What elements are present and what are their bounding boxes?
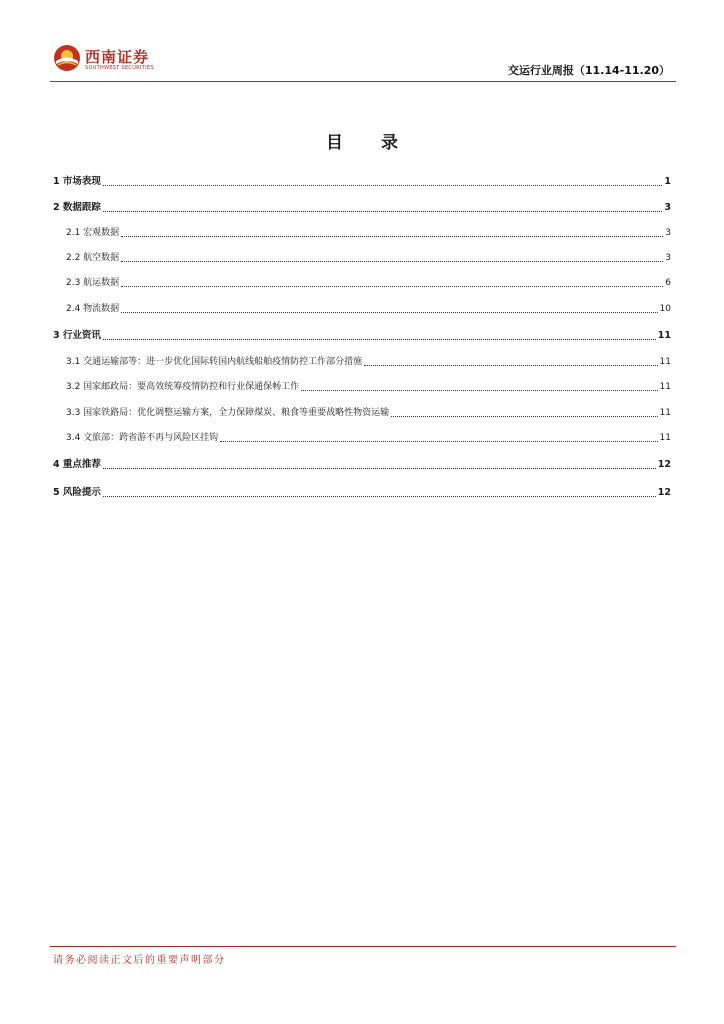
toc-entry-label: 3 行业资讯 — [53, 330, 101, 341]
toc-entry-label: 3.1 交通运输部等：进一步优化国际转国内航线船舶疫情防控工作部分措施 — [66, 357, 363, 367]
toc-entry-page: 11 — [659, 408, 671, 418]
toc-leader-dots — [103, 339, 656, 340]
toc-entry-label: 2.1 宏观数据 — [66, 228, 120, 238]
company-logo — [53, 44, 153, 76]
sun-logo-icon — [53, 44, 81, 72]
toc-entry[interactable] — [66, 273, 671, 289]
toc-entry[interactable] — [53, 326, 671, 342]
toc-leader-dots — [364, 365, 657, 366]
toc-leader-dots — [103, 468, 656, 469]
toc-entry-label: 1 市场表现 — [53, 176, 101, 187]
footer-disclaimer: 请务必阅读正文后的重要声明部分 — [53, 955, 226, 966]
toc-entry[interactable] — [66, 248, 671, 264]
toc-leader-dots — [121, 286, 663, 287]
toc-leader-dots — [220, 441, 657, 442]
toc-entry-page: 3 — [665, 253, 671, 263]
logo-chinese-name: 西南证券 — [85, 48, 150, 66]
toc-entry-page: 10 — [659, 304, 671, 314]
toc-entry-page: 12 — [657, 459, 671, 470]
footer-divider — [50, 946, 676, 947]
logo-english-name: SOUTHWEST SECURITIES — [85, 65, 154, 71]
toc-entry[interactable] — [53, 455, 671, 471]
toc-entry-page: 12 — [657, 487, 671, 498]
report-title: 交运行业周报（11.14-11.20） — [507, 64, 670, 77]
toc-entry-label: 2.3 航运数据 — [66, 278, 120, 288]
toc-entry-label: 5 风险提示 — [53, 487, 101, 498]
toc-entry[interactable] — [53, 172, 671, 188]
toc-entry-label: 3.4 文旅部：跨省游不再与风险区挂钩 — [66, 433, 219, 443]
toc-leader-dots — [121, 261, 663, 262]
toc-leader-dots — [301, 390, 657, 391]
toc-entry[interactable] — [66, 223, 671, 239]
toc-entry[interactable] — [53, 483, 671, 499]
toc-heading: 目 录 — [326, 133, 414, 153]
toc-entry-page: 6 — [665, 278, 671, 288]
toc-entry-page: 3 — [664, 202, 671, 213]
toc-leader-dots — [121, 312, 657, 313]
toc-entry-label: 2.4 物流数据 — [66, 304, 120, 314]
header-divider — [50, 81, 676, 82]
toc-leader-dots — [103, 185, 662, 186]
toc-entry-page: 11 — [657, 330, 671, 341]
toc-entry[interactable] — [53, 198, 671, 214]
toc-entry-page: 11 — [659, 357, 671, 367]
toc-entry-label: 3.3 国家铁路局：优化调整运输方案，全力保障煤炭、粮食等重要战略性物资运输 — [66, 408, 390, 418]
toc-entry-label: 3.2 国家邮政局：要高效统筹疫情防控和行业保通保畅工作 — [66, 382, 300, 392]
toc-entry[interactable] — [66, 352, 671, 368]
toc-leader-dots — [391, 416, 657, 417]
toc-entry-page: 11 — [659, 382, 671, 392]
toc-entry[interactable] — [66, 299, 671, 315]
toc-entry-page: 1 — [664, 176, 671, 187]
toc-entry-label: 4 重点推荐 — [53, 459, 101, 470]
toc-leader-dots — [103, 496, 656, 497]
toc-entry[interactable] — [66, 403, 671, 419]
toc-entry[interactable] — [66, 428, 671, 444]
toc-leader-dots — [103, 211, 662, 212]
toc-entry-label: 2.2 航空数据 — [66, 253, 120, 263]
toc-entry-page: 11 — [659, 433, 671, 443]
toc-entry[interactable] — [66, 377, 671, 393]
toc-entry-label: 2 数据跟踪 — [53, 202, 101, 213]
toc-entry-page: 3 — [665, 228, 671, 238]
toc-leader-dots — [121, 236, 663, 237]
